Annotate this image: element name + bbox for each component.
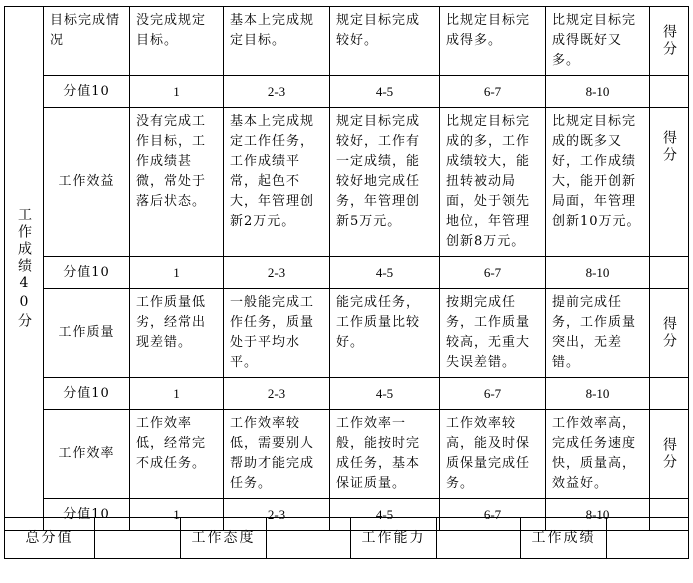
criterion-desc: 工作质量低劣，经常出现差错。: [130, 289, 224, 378]
score-range-4: 6-7: [440, 257, 546, 289]
score-label: 得分: [661, 130, 677, 164]
criterion-desc: 能完成任务，工作质量比较好。: [330, 289, 440, 378]
level-5-goal: 比规定目标完成得既好又多。: [546, 7, 650, 76]
criterion-desc: 没有完成工作目标，工作成绩甚微，常处于落后状态。: [130, 108, 224, 257]
level-2-goal: 基本上完成规定目标。: [224, 7, 330, 76]
ability-label: 工作能力: [351, 518, 437, 559]
score-range-5: 8-10: [546, 257, 650, 289]
criterion-desc: 比规定目标完成的既多又好，工作成绩大，能开创新局面，年管理创新10万元。: [546, 108, 650, 257]
performance-value-cell[interactable]: [607, 518, 689, 559]
score-row-label: 分值10: [44, 76, 130, 108]
score-range-2: 2-3: [224, 499, 330, 531]
criterion-desc: 按期完成任务，工作质量较高，无重大失误差错。: [440, 289, 546, 378]
score-label: 得分: [661, 316, 677, 350]
section-label-cell: [5, 7, 44, 531]
level-4-goal: 比规定目标完成得多。: [440, 7, 546, 76]
criterion-label: 工作效率: [44, 410, 130, 499]
score-range-1: 1: [130, 378, 224, 410]
total-label: 总分值: [5, 518, 95, 559]
score-range-4: 6-7: [440, 499, 546, 531]
criterion-desc: 工作效率一般，能按时完成任务，基本保证质量。: [330, 410, 440, 499]
score-range-3: 4-5: [330, 76, 440, 108]
score-range-2: 2-3: [224, 257, 330, 289]
score-range-1: 1: [130, 499, 224, 531]
score-empty-cell[interactable]: [650, 257, 689, 289]
score-range-5: 8-10: [546, 499, 650, 531]
score-row-label: 分值10: [44, 257, 130, 289]
score-range-1: 1: [130, 257, 224, 289]
score-range-5: 8-10: [546, 76, 650, 108]
summary-table: [4, 517, 689, 559]
score-range-1: 1: [130, 76, 224, 108]
section-label: 工作成绩40分: [16, 207, 32, 330]
header-score-label: 得分: [661, 24, 677, 58]
attitude-value-cell[interactable]: [267, 518, 351, 559]
score-range-3: 4-5: [330, 499, 440, 531]
score-range-3: 4-5: [330, 378, 440, 410]
score-range-4: 6-7: [440, 378, 546, 410]
score-cell[interactable]: [650, 108, 689, 257]
score-range-3: 4-5: [330, 257, 440, 289]
criterion-row-quality: [5, 289, 689, 378]
score-cell[interactable]: [650, 410, 689, 499]
criterion-desc: 工作效率较高，能及时保质保量完成任务。: [440, 410, 546, 499]
score-empty-cell: [650, 76, 689, 108]
criterion-desc: 基本上完成规定工作任务，工作成绩平常，起色不大，年管理创新2万元。: [224, 108, 330, 257]
score-range-2: 2-3: [224, 378, 330, 410]
score-range-2: 2-3: [224, 76, 330, 108]
score-row: [5, 76, 689, 108]
score-row: [5, 257, 689, 289]
score-row: [5, 378, 689, 410]
criterion-label: 工作效益: [44, 108, 130, 257]
header-label: 目标完成情况: [44, 7, 130, 76]
summary-row: [5, 518, 689, 559]
ability-value-cell[interactable]: [437, 518, 521, 559]
level-1-goal: 没完成规定目标。: [130, 7, 224, 76]
criterion-desc: 规定目标完成较好，工作有一定成绩，能较好地完成任务，年管理创新5万元。: [330, 108, 440, 257]
criterion-desc: 工作效率低，经常完不成任务。: [130, 410, 224, 499]
header-score-cell: [650, 7, 689, 76]
total-value-cell[interactable]: [95, 518, 181, 559]
attitude-label: 工作态度: [181, 518, 267, 559]
criterion-desc: 提前完成任务，工作质量突出，无差错。: [546, 289, 650, 378]
criterion-row-efficiency: [5, 410, 689, 499]
level-3-goal: 规定目标完成较好。: [330, 7, 440, 76]
score-empty-cell[interactable]: [650, 378, 689, 410]
criterion-label: 工作质量: [44, 289, 130, 378]
criterion-desc: 比规定目标完成的多，工作成绩较大，能扭转被动局面，处于领先地位，年管理创新8万元。: [440, 108, 546, 257]
score-row-label: 分值10: [44, 499, 130, 531]
score-row-label: 分值10: [44, 378, 130, 410]
criterion-row-benefit: [5, 108, 689, 257]
criterion-desc: 工作效率高，完成任务速度快，质量高，效益好。: [546, 410, 650, 499]
score-range-4: 6-7: [440, 76, 546, 108]
performance-label: 工作成绩: [521, 518, 607, 559]
criterion-desc: 一般能完成工作任务，质量处于平均水平。: [224, 289, 330, 378]
score-range-5: 8-10: [546, 378, 650, 410]
score-label: 得分: [661, 437, 677, 471]
score-cell[interactable]: [650, 289, 689, 378]
criterion-desc: 工作效率较低，需要别人帮助才能完成任务。: [224, 410, 330, 499]
evaluation-table: [4, 6, 689, 531]
header-row: [5, 7, 689, 76]
